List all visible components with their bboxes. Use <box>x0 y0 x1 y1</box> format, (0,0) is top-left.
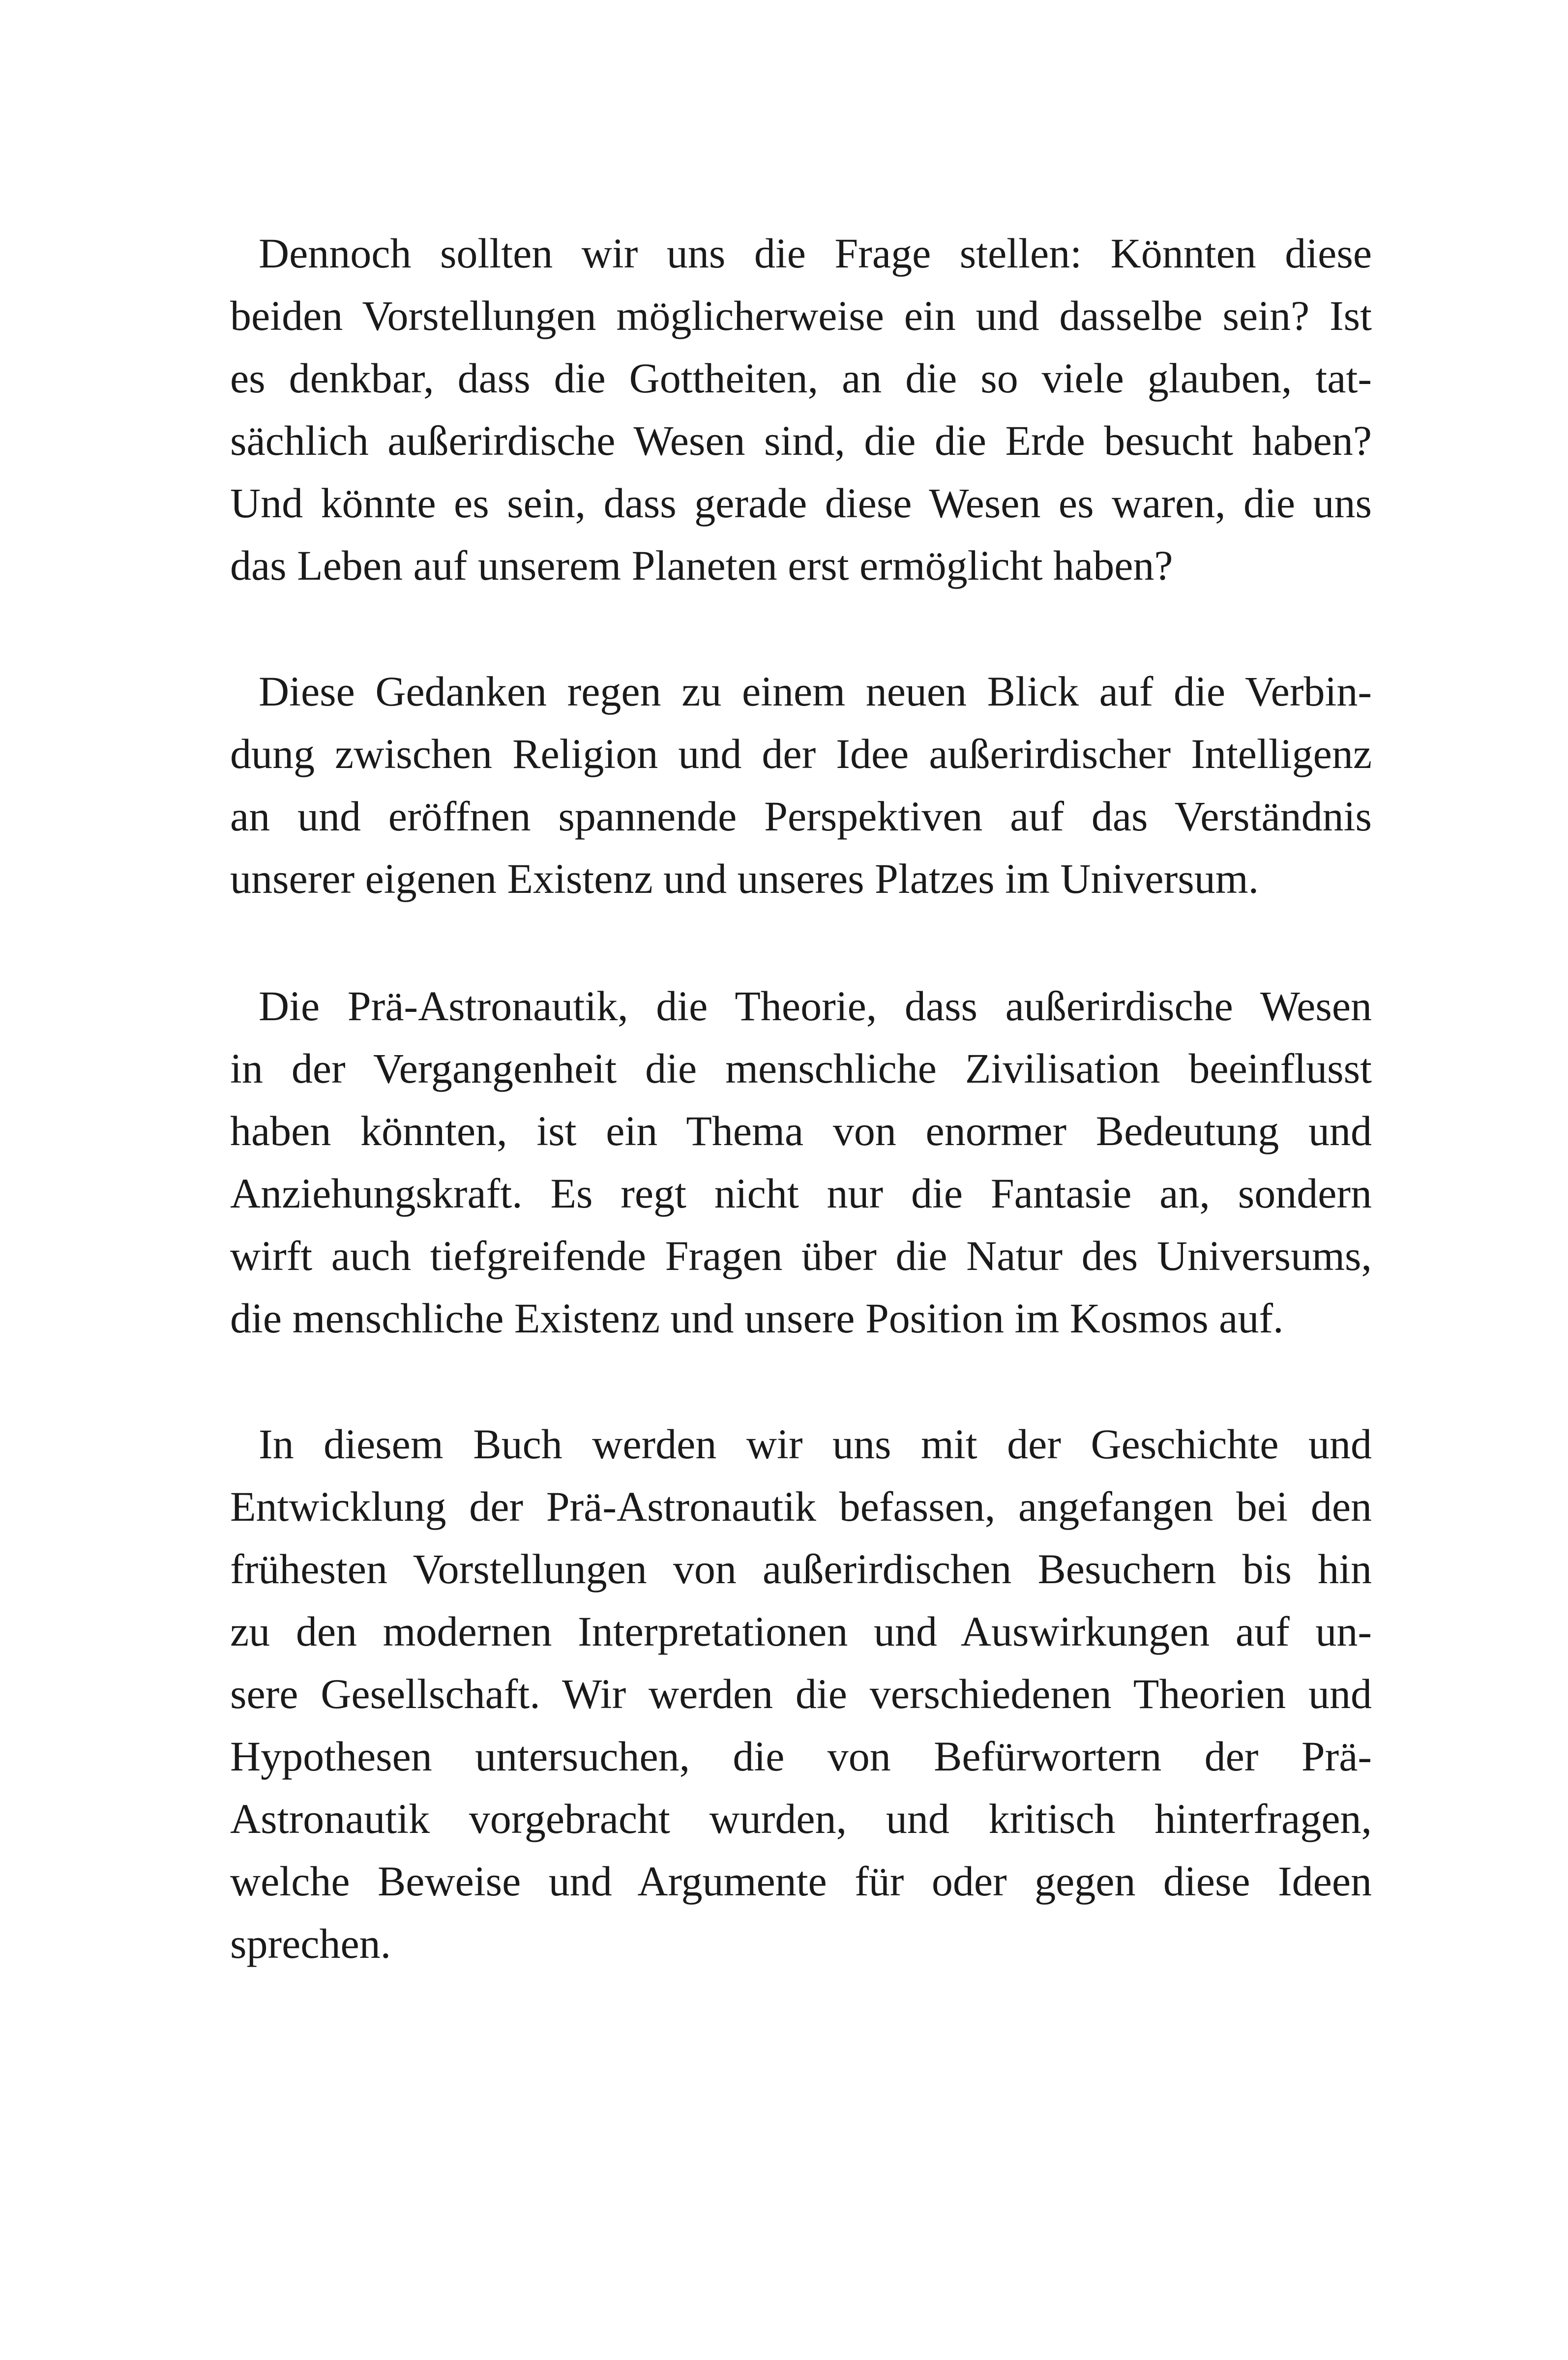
paragraph-line: zu den modernen Interpretationen und Auswirkungen auf un- <box>230 1608 1372 1655</box>
paragraph-line: Diese Gedanken regen zu einem neuen Blick auf die Verbin- <box>259 668 1372 715</box>
paragraph-3 <box>230 975 1372 1350</box>
paragraph-line: welche Beweise und Argumente für oder gegen diese Ideen <box>230 1858 1372 1905</box>
paragraph-line: Astronautik vorgebracht wurden, und kritisch hinterfragen, <box>230 1795 1372 1842</box>
paragraph-2 <box>230 660 1372 910</box>
paragraph-line: wirft auch tiefgreifende Fragen über die Natur des Universums, <box>230 1232 1372 1279</box>
paragraph-line: es denkbar, dass die Gottheiten, an die so viele glauben, tat- <box>230 354 1372 402</box>
paragraph-4 <box>230 1413 1372 1975</box>
paragraph-line: in der Vergangenheit die menschliche Zivilisation beeinflusst <box>230 1045 1372 1092</box>
paragraph-line: haben könnten, ist ein Thema von enormer Bedeutung und <box>230 1107 1372 1154</box>
paragraph-1 <box>230 222 1372 597</box>
paragraph-line: dung zwischen Religion und der Idee außerirdischer Intelligenz <box>230 730 1372 777</box>
paragraph-line: Anziehungskraft. Es regt nicht nur die Fantasie an, sondern <box>230 1170 1372 1217</box>
paragraph-line: sprechen. <box>230 1920 391 1967</box>
paragraph-line: In diesem Buch werden wir uns mit der Geschichte und <box>259 1420 1372 1468</box>
paragraph-line: die menschliche Existenz und unsere Position im Kosmos auf. <box>230 1295 1284 1342</box>
paragraph-line: sere Gesellschaft. Wir werden die verschiedenen Theorien und <box>230 1670 1372 1717</box>
paragraph-line: Dennoch sollten wir uns die Frage stellen: Könnten diese <box>259 230 1372 277</box>
paragraph-line: an und eröffnen spannende Perspektiven auf das Verständnis <box>230 793 1372 840</box>
paragraph-line: beiden Vorstellungen möglicherweise ein und dasselbe sein? Ist <box>230 292 1372 339</box>
paragraph-line: unserer eigenen Existenz und unseres Platzes im Universum. <box>230 855 1259 902</box>
paragraph-line: Und könnte es sein, dass gerade diese Wesen es waren, die uns <box>230 479 1372 527</box>
paragraph-line: Hypothesen untersuchen, die von Befürwortern der Prä- <box>230 1733 1372 1780</box>
paragraph-line: das Leben auf unserem Planeten erst ermöglicht haben? <box>230 542 1173 589</box>
paragraph-line: sächlich außerirdische Wesen sind, die die Erde besucht haben? <box>230 417 1372 464</box>
paragraph-line: frühesten Vorstellungen von außerirdischen Besuchern bis hin <box>230 1545 1372 1593</box>
paragraph-line: Entwicklung der Prä-Astronautik befassen, angefangen bei den <box>230 1483 1372 1530</box>
paragraph-line: Die Prä-Astronautik, die Theorie, dass außerirdische Wesen <box>259 982 1372 1030</box>
